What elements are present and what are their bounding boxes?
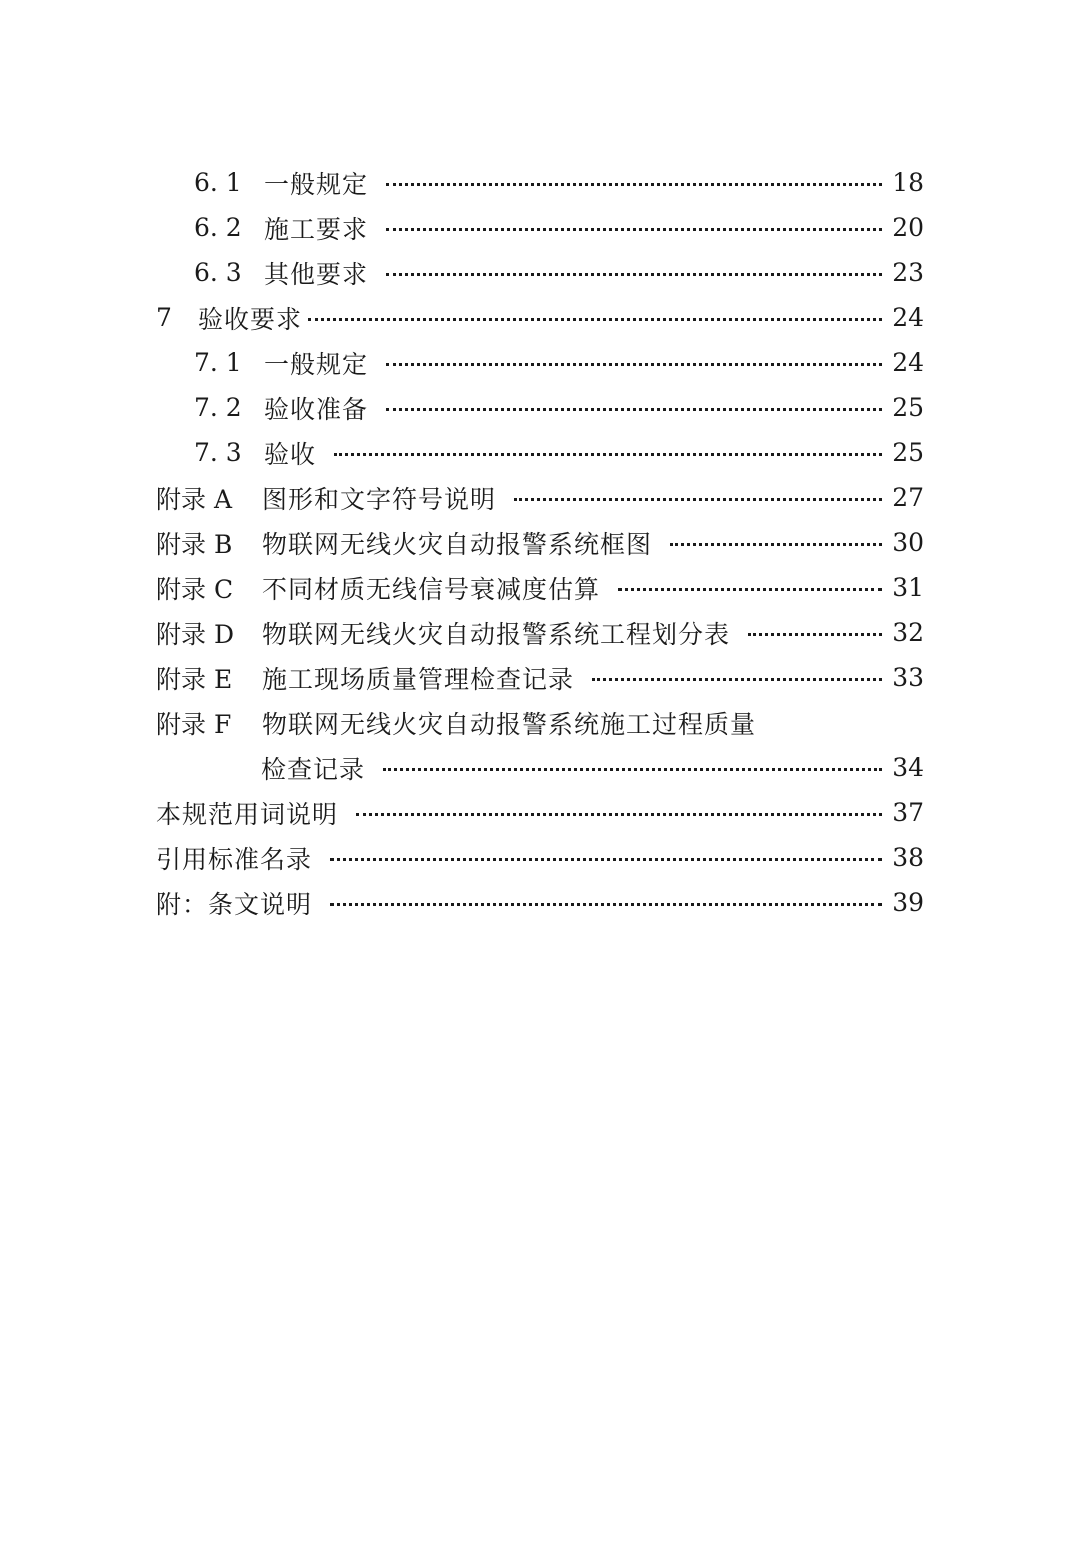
- appendix-title: 物联网无线火灾自动报警系统施工过程质量: [262, 709, 757, 739]
- section-number: 6. 3: [194, 258, 242, 287]
- toc-entry-appendix-a[interactable]: [156, 475, 924, 520]
- appendix-title: 不同材质无线信号衰减度估算: [262, 574, 601, 604]
- page-number: 24: [892, 348, 924, 377]
- chapter-title: 验收要求: [198, 304, 303, 334]
- dot-leader: [618, 588, 882, 591]
- table-of-contents: [156, 160, 924, 925]
- toc-entry-6-1[interactable]: [156, 160, 924, 205]
- section-number: 7. 1: [194, 348, 242, 377]
- page-number: 37: [892, 798, 924, 827]
- toc-entry-appendix-f[interactable]: [156, 700, 924, 745]
- page-number: 25: [892, 393, 924, 422]
- appendix-label: 附录 E: [156, 664, 233, 694]
- page-number: 38: [892, 843, 924, 872]
- dot-leader: [356, 813, 882, 816]
- page-number: 25: [892, 438, 924, 467]
- page-number: 32: [892, 618, 924, 647]
- page-number: 24: [892, 303, 924, 332]
- page-number: 18: [892, 168, 924, 197]
- page-number: 31: [892, 573, 924, 602]
- entry-title: 引用标准名录: [156, 844, 313, 874]
- page-number: 33: [892, 663, 924, 692]
- toc-entry-7-1[interactable]: [156, 340, 924, 385]
- toc-entry-wording-explanation[interactable]: [156, 790, 924, 835]
- dot-leader: [386, 228, 882, 231]
- toc-entry-referenced-standards[interactable]: [156, 835, 924, 880]
- section-number: 6. 2: [194, 213, 242, 242]
- dot-leader: [386, 363, 882, 366]
- appendix-label: 附录 A: [156, 484, 233, 514]
- dot-leader: [330, 903, 882, 906]
- toc-entry-appendix-b[interactable]: [156, 520, 924, 565]
- toc-entry-7[interactable]: [156, 295, 924, 340]
- page-number: 27: [892, 483, 924, 512]
- dot-leader: [330, 858, 882, 861]
- dot-leader: [748, 633, 882, 636]
- appendix-title-continued: 检查记录: [261, 754, 366, 784]
- appendix-label: 附录 C: [156, 574, 234, 604]
- entry-title: 本规范用词说明: [156, 799, 339, 829]
- section-number: 7. 3: [194, 438, 242, 467]
- page-number: 39: [892, 888, 924, 917]
- appendix-title: 物联网无线火灾自动报警系统工程划分表: [262, 619, 731, 649]
- toc-entry-7-3[interactable]: [156, 430, 924, 475]
- entry-title: 附：条文说明: [156, 889, 313, 919]
- section-title: 验收: [264, 439, 317, 469]
- page-number: 20: [892, 213, 924, 242]
- page-number: 23: [892, 258, 924, 287]
- toc-entry-appendix-e[interactable]: [156, 655, 924, 700]
- dot-leader: [592, 678, 882, 681]
- section-number: 7. 2: [194, 393, 242, 422]
- toc-entry-appendix-d[interactable]: [156, 610, 924, 655]
- appendix-title: 图形和文字符号说明: [262, 484, 497, 514]
- appendix-title: 物联网无线火灾自动报警系统框图: [262, 529, 653, 559]
- toc-entry-appendix-f-continued[interactable]: [156, 745, 924, 790]
- section-title: 一般规定: [264, 169, 369, 199]
- dot-leader: [334, 453, 882, 456]
- dot-leader: [670, 543, 882, 546]
- toc-entry-6-2[interactable]: [156, 205, 924, 250]
- dot-leader: [386, 408, 882, 411]
- section-title: 施工要求: [264, 214, 369, 244]
- page-number: 30: [892, 528, 924, 557]
- toc-entry-6-3[interactable]: [156, 250, 924, 295]
- appendix-label: 附录 B: [156, 529, 233, 559]
- appendix-label: 附录 F: [156, 709, 232, 739]
- dot-leader: [514, 498, 882, 501]
- dot-leader: [308, 318, 882, 321]
- section-title: 验收准备: [264, 394, 369, 424]
- chapter-number: 7: [156, 303, 172, 332]
- appendix-title: 施工现场质量管理检查记录: [262, 664, 575, 694]
- toc-entry-appendix-c[interactable]: [156, 565, 924, 610]
- section-title: 其他要求: [264, 259, 369, 289]
- dot-leader: [386, 183, 882, 186]
- toc-entry-7-2[interactable]: [156, 385, 924, 430]
- section-number: 6. 1: [194, 168, 242, 197]
- page-number: 34: [892, 753, 924, 782]
- toc-entry-clause-explanation[interactable]: [156, 880, 924, 925]
- appendix-label: 附录 D: [156, 619, 234, 649]
- dot-leader: [383, 768, 882, 771]
- dot-leader: [386, 273, 882, 276]
- section-title: 一般规定: [264, 349, 369, 379]
